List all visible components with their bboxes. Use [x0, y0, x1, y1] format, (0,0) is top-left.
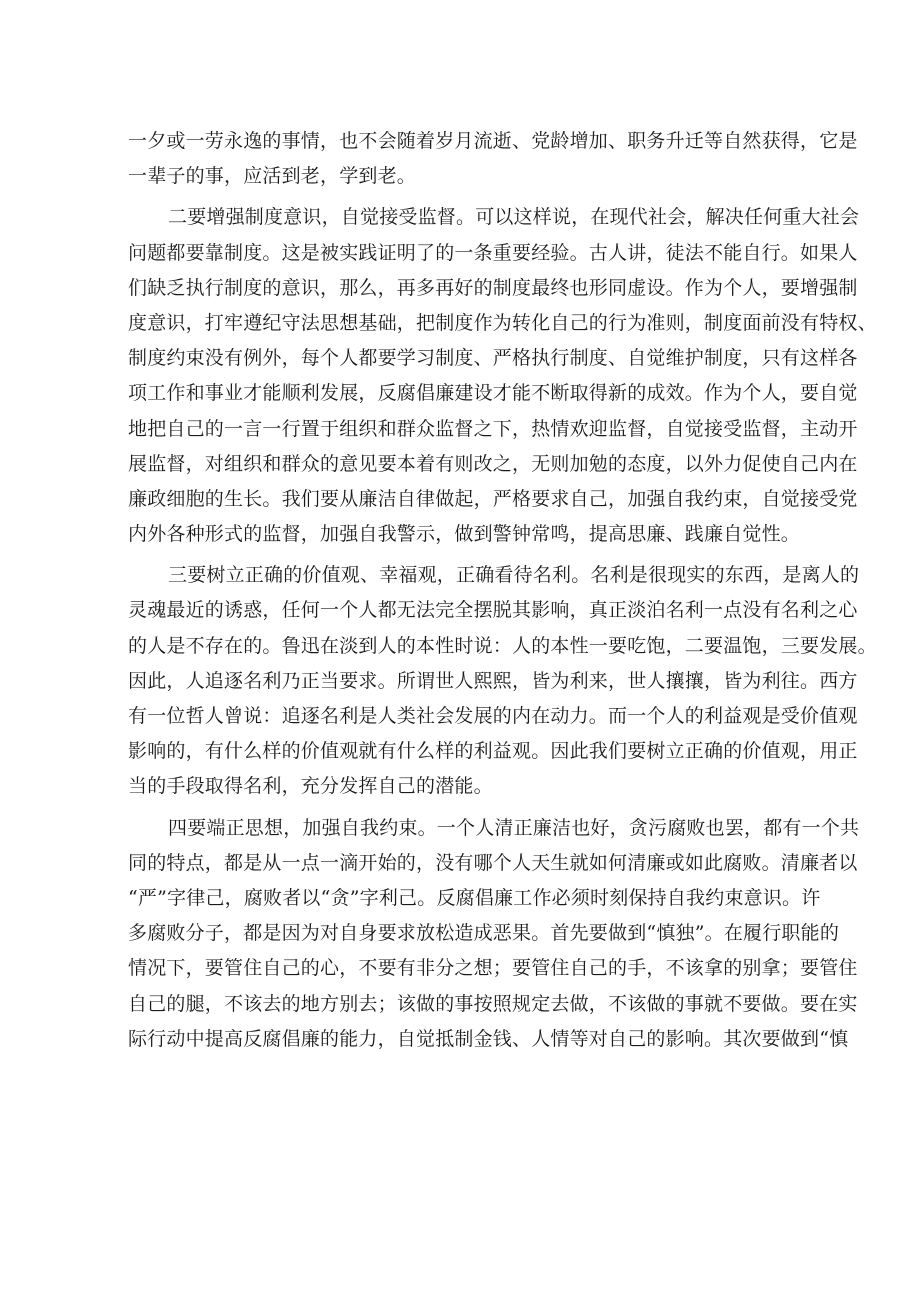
document-body — [128, 124, 877, 1057]
text-line: 同的特点，都是从一点一滴开始的，没有哪个人天生就如何清廉或如此腐败。清廉者以 — [128, 851, 858, 874]
text-line: 廉政细胞的生长。我们要从廉洁自律做起，严格要求自己，加强自我约束，自觉接受党 — [128, 487, 858, 510]
text-line: “严”字律己，腐败者以“贪”字利己。反腐倡廉工作必须时刻保持自我约束意识。许 — [128, 886, 821, 909]
text-line: 问题都要靠制度。这是被实践证明了的一条重要经验。古人讲，徒法不能自行。如果人 — [128, 241, 858, 264]
text-line: 内外各种形式的监督，加强自我警示，做到警钟常鸣，提高思廉、践廉自觉性。 — [128, 523, 801, 546]
text-line: 度意识，打牢遵纪守法思想基础，把制度作为转化自己的行为准则，制度面前没有特权、 — [128, 311, 877, 334]
paragraph-2 — [128, 200, 877, 552]
text-line: 制度约束没有例外，每个人都要学习制度、严格执行制度、自觉维护制度，只有这样各 — [128, 347, 858, 370]
paragraph-1 — [128, 124, 858, 194]
text-line: 情况下，要管住自己的心，不要有非分之想；要管住自己的手，不该拿的别拿；要管住 — [128, 957, 858, 980]
text-line: 影响的，有什么样的价值观就有什么样的利益观。因此我们要树立正确的价值观，用正 — [128, 740, 858, 763]
text-line: 二要增强制度意识，自觉接受监督。可以这样说，在现代社会，解决任何重大社会 — [168, 206, 860, 229]
text-line: 展监督，对组织和群众的意见要本着有则改之，无则加勉的态度，以外力促使自己内在 — [128, 452, 858, 475]
text-line: 项工作和事业才能顺利发展，反腐倡廉建设才能不断取得新的成效。作为个人，要自觉 — [128, 382, 858, 405]
text-line: 有一位哲人曾说：追逐名利是人类社会发展的内在动力。而一个人的利益观是受价值观 — [128, 705, 858, 727]
text-line: 多腐败分子，都是因为对自身要求放松造成恶果。首先要做到“慎独”。在履行职能的 — [128, 922, 840, 945]
text-line: 一辈子的事，应活到老，学到老。 — [128, 165, 417, 188]
text-line: 们缺乏执行制度的意识，那么，再多再好的制度最终也形同虚设。作为个人，要增强制 — [128, 276, 858, 299]
text-line: 自己的腿，不该去的地方别去；该做的事按照规定去做，不该做的事就不要做。要在实 — [128, 992, 858, 1015]
text-line: 四要端正思想，加强自我约束。一个人清正廉洁也好，贪污腐败也罢，都有一个共 — [168, 816, 860, 839]
text-line: 灵魂最近的诱惑，任何一个人都无法完全摆脱其影响，真正淡泊名利一点没有名利之心 — [128, 599, 858, 622]
paragraph-4 — [128, 811, 860, 1057]
text-line: 三要树立正确的价值观、幸福观，正确看待名利。名利是很现实的东西，是离人的 — [168, 564, 860, 587]
text-line: 当的手段取得名利，充分发挥自己的潜能。 — [128, 775, 493, 798]
text-line: 地把自己的一言一行置于组织和群众监督之下，热情欢迎监督，自觉接受监督，主动开 — [128, 417, 858, 440]
text-line: 的人是不存在的。鲁迅在淡到人的本性时说：人的本性一要吃饱，二要温饱，三要发展。 — [128, 634, 877, 657]
text-line: 因此，人追逐名利乃正当要求。所谓世人熙熙，皆为利来，世人攘攘，皆为利往。西方 — [128, 669, 858, 692]
text-line: 一夕或一劳永逸的事情，也不会随着岁月流逝、党龄增加、职务升迁等自然获得，它是 — [128, 130, 858, 152]
paragraph-3 — [128, 558, 877, 804]
text-line: 际行动中提高反腐倡廉的能力，自觉抵制金钱、人情等对自己的影响。其次要做到“慎 — [128, 1027, 849, 1050]
